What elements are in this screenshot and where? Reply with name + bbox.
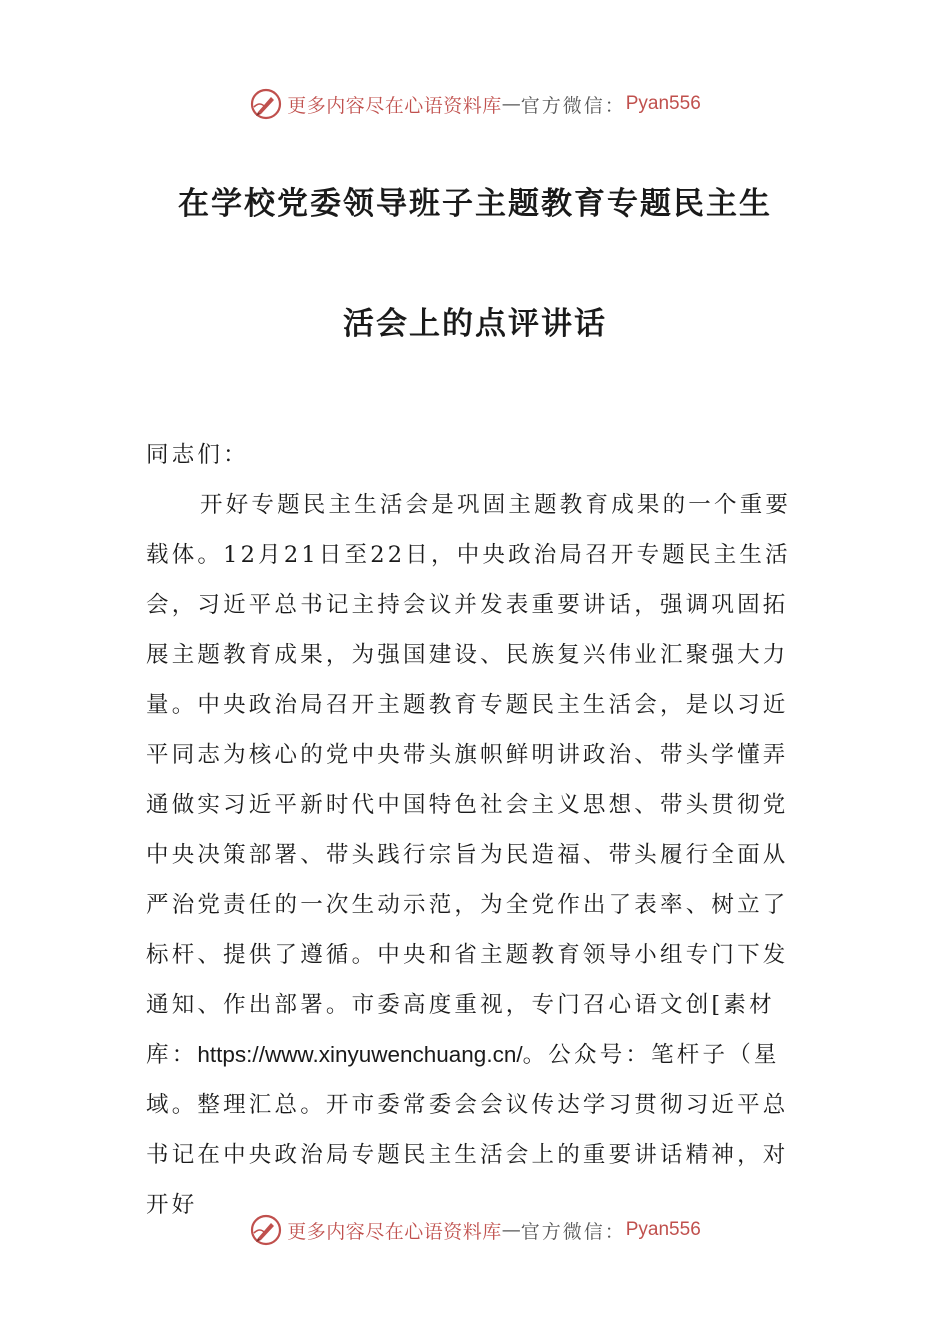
- wechat-label: 官方微信：: [520, 94, 626, 117]
- pen-logo-icon: [249, 1213, 283, 1247]
- wechat-id: Pyan556: [625, 1219, 701, 1240]
- paragraph: [146, 480, 806, 1230]
- footer-banner: [0, 1208, 950, 1252]
- banner-separator: —: [501, 1219, 521, 1241]
- document-title-line-1: 在学校党委领导班子主题教育专题民主生: [178, 186, 772, 222]
- wechat-id: Pyan556: [625, 93, 701, 114]
- wechat-label: 官方微信：: [520, 1220, 626, 1243]
- document-body: [146, 430, 806, 1230]
- banner-text: 更多内容尽在心语资料库: [287, 1220, 502, 1243]
- website-url: https://www.xinyuwenchuang.cn/: [197, 1042, 523, 1067]
- paragraph-text-part-1: 开好专题民主生活会是巩固主题教育成果的一个重要载体。12月21日至22日，中央政治局召开专题民主生活会，习近平总书记主持会议并发表重要讲话，强调巩固拓展主题教育成果，为强国建设、民族复兴伟业汇聚强大力量。中央政治局召开主题教育专题民主生活会，是以习近平同志为核心的党中央带头旗帜鲜明讲政治、带头学懂弄通做实习近平新时代中国特色社会主义思想、带头贯彻党中央决策部署、带头践行宗旨为民造福、带头履行全面从严治党责任的一次生动示范，为全党作出了表率、树立了标杆、提供了遵循。中央和省主题教育领导小组专门下发通知、作出部署。市委高度重视，专门召心语文创[素材库：: [146, 492, 792, 1068]
- pen-logo-icon: [249, 87, 283, 121]
- paragraph-text-part-2: 。公众号：笔杆子（星域。整理汇总。开市委常委会会议传达学习贯彻习近平总书记在中央政治局专题民主生活会上的重要讲话精神，对开好: [146, 1042, 789, 1218]
- header-banner: [0, 82, 950, 126]
- document-title-line-2: 活会上的点评讲话: [343, 306, 607, 342]
- banner-text: 更多内容尽在心语资料库: [287, 94, 502, 117]
- banner-separator: —: [501, 93, 521, 115]
- salutation: 同志们：: [146, 442, 249, 468]
